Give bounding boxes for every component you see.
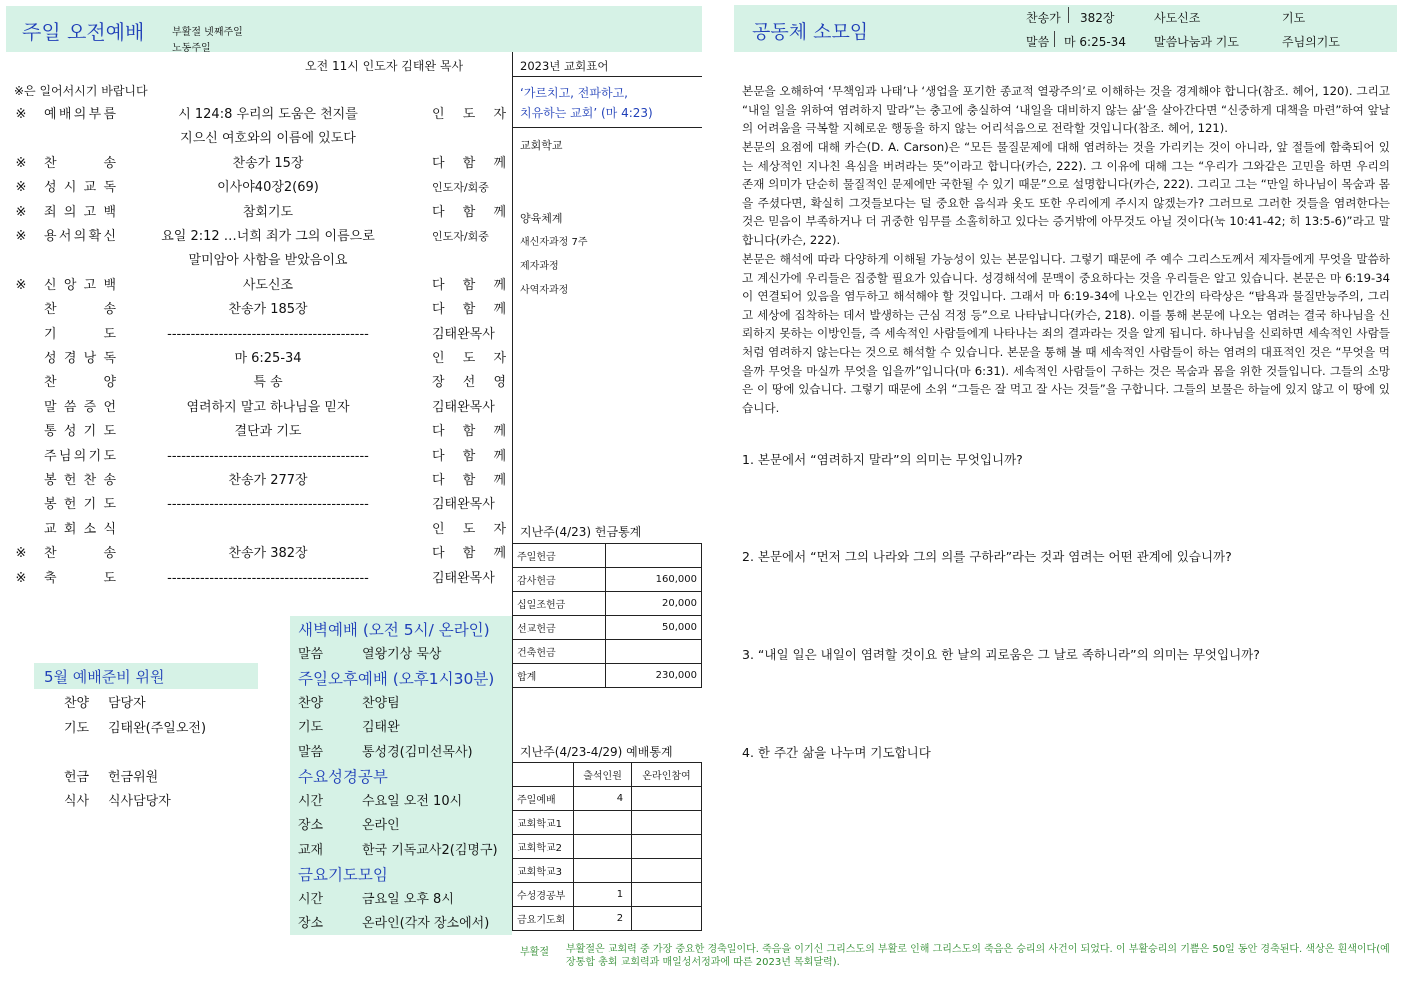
order-content: 말미암아 사함을 받았음이요 [188, 253, 348, 269]
meeting-value: 통성경(김미선목사) [362, 744, 473, 760]
offering-amount [606, 544, 702, 568]
attendance-name: 금요기도회 [513, 907, 574, 931]
committee-row [64, 717, 206, 741]
order-leader: 다 함 께 [432, 204, 506, 220]
meeting-row [298, 839, 498, 863]
nurture-label: 양육체계 [520, 212, 563, 225]
attendance-row [513, 811, 702, 835]
committee-person: 식사담당자 [108, 794, 171, 809]
attendance-title: 지난주(4/23-4/29) 예배통계 [520, 745, 673, 759]
offering-row [513, 568, 702, 592]
body-paragraph-3: 본문은 해석에 따라 다양하게 이해될 가능성이 있는 본문입니다. 그렇기 때문에 주 예수 그리스도께서 제자들에게 무엇을 말씀하고 계신가에 우리들은 집중할 필요가 있습니다. 성경해석에 문맥이 중요하다는 것을 우리들은 알고 있습니다. 본문은 마 6:19-34이 연결되어 있음을 염두하고 해석해야 할 것입니다. 그래서 마 6:19-34에 나오는 인간의 타락상은 “탐욕과 물질만능주의, 그리고 세상에 집착하는 데서 발생하는 근심 걱정 등”으로 나타납니다(카슨, 218). 이를 통해 본문에 나오는 염려는 결국 하나님을 신뢰하지 못하는 이방인들, 즉 세속적인 사람들에게 나타나는 죄의 결과라는 것을 알게 됩니다. 하나님을 신뢰하면 세속적인 사람들처럼 염려하지 않는다는 것으로 해석할 수 있습니다. 본문을 통해 볼 때 세속적인 사람들이 하는 염려의 대표적인 것은 “무엇을 먹을까 무엇을 마실까 무엇을 입을까”입니다(마 6:31). 세속적인 사람들이 구하는 것은 목숨과 몸을 위한 것들입니다. 그들의 소망은 이 땅에 있습니다. 그렇기 때문에 소위 “그들은 잘 먹고 잘 사는 것들”을 구합니다. 그들의 보물은 하늘에 있지 않고 이 땅에 있습니다. [742, 252, 1390, 415]
standing-mark: ※ [15, 204, 27, 220]
order-leader: 김태완목사 [432, 326, 495, 342]
committee-role: 헌금 [64, 769, 90, 785]
header-subtitle-2: 노동주일 [172, 43, 211, 54]
order-row [0, 396, 510, 420]
offering-row [513, 640, 702, 664]
order-leader: 김태완목사 [432, 497, 495, 513]
meeting-key: 말씀 [298, 646, 324, 662]
order-row [0, 274, 510, 298]
order-content: 찬송가 382장 [228, 546, 308, 562]
order-item: 축 도 [44, 570, 116, 586]
word-label: 말씀 [1026, 35, 1050, 49]
order-leader: 다 함 께 [432, 424, 506, 440]
sharing: 말씀나눔과 기도 [1154, 35, 1239, 49]
attendance-header: 출석인원 [574, 763, 632, 787]
attendance-header [513, 763, 574, 787]
meeting-key: 장소 [298, 916, 324, 931]
order-content: 사도신조 [242, 277, 294, 293]
page-title: 주일 오전예배 [22, 20, 145, 44]
order-of-service [0, 103, 510, 593]
committee-title: 5월 예배준비 위원 [44, 668, 165, 686]
order-item: 예 배 의 부 름 [44, 107, 116, 122]
motto-line-1: ‘가르치고, 전파하고, [520, 86, 628, 100]
offering-amount: 20,000 [606, 592, 702, 616]
question-2: 2. 본문에서 “먼저 그의 나라와 그의 의를 구하라”라는 것과 염려는 어떤 관계에 있습니까? [742, 549, 1232, 564]
meetings-box [290, 616, 512, 935]
divider [512, 76, 702, 77]
course-1: 새신자과정 7주 [520, 237, 588, 248]
order-row [0, 493, 510, 517]
offering-name: 건축헌금 [513, 640, 606, 664]
order-item: 찬 송 [44, 302, 116, 318]
meeting-row [298, 692, 400, 716]
order-leader: 다 함 께 [432, 448, 506, 464]
order-leader: 인 도 자 [432, 521, 506, 537]
order-content: 찬송가 15장 [232, 155, 304, 171]
offering-title: 지난주(4/23) 헌금통계 [520, 525, 642, 539]
standing-note: ※은 일어서시기 바랍니다 [14, 84, 148, 98]
attendance-row [513, 907, 702, 931]
order-row [0, 323, 510, 347]
order-content: 이사야40장2(69) [217, 180, 319, 196]
creed: 사도신조 [1154, 11, 1201, 25]
attendance-online [632, 883, 702, 907]
attendance-name: 교회학교2 [513, 835, 574, 859]
offering-amount [606, 640, 702, 664]
attendance-row [513, 859, 702, 883]
attendance-present [574, 859, 632, 883]
offering-name: 주일헌금 [513, 544, 606, 568]
question-4: 4. 한 주간 삶을 나누며 기도합니다 [742, 745, 931, 760]
committee-row [64, 766, 158, 790]
meeting-value: 온라인 [362, 818, 400, 833]
service-info: 오전 11시 인도자 김태완 목사 [305, 59, 464, 73]
attendance-present: 2 [574, 907, 632, 931]
order-item: 주 님 의 기 도 [44, 448, 116, 464]
meeting-value: 한국 기독교사2(김명구) [362, 842, 498, 858]
meeting-value: 김태완 [362, 720, 400, 735]
offering-name: 선교헌금 [513, 616, 606, 640]
word-value: 마 6:25-34 [1064, 35, 1126, 49]
meeting-key: 장소 [298, 818, 324, 833]
right-header [734, 5, 1397, 52]
order-row [0, 152, 510, 176]
order-content: 찬송가 185장 [228, 302, 308, 318]
meeting-row [298, 643, 441, 667]
attendance-online [632, 811, 702, 835]
order-leader: 장 선 영 [432, 375, 506, 391]
offering-table [512, 543, 702, 688]
meeting-row [298, 790, 462, 814]
meeting-title: 주일오후예배 (오후1시30분) [298, 670, 495, 688]
order-row [0, 347, 510, 371]
attendance-present [574, 835, 632, 859]
order-item: 봉 헌 기 도 [44, 497, 116, 513]
order-content: ------------------------------------------- [167, 448, 369, 464]
order-content: 마 6:25-34 [234, 351, 302, 366]
attendance-name: 주일예배 [513, 787, 574, 811]
order-content: ------------------------------------------- [167, 570, 369, 586]
meeting-key: 시간 [298, 891, 324, 907]
group-title: 공동체 소모임 [752, 21, 869, 43]
order-row [0, 225, 510, 249]
order-leader: 인도자/회중 [432, 181, 489, 195]
standing-mark: ※ [15, 107, 27, 122]
meeting-row [298, 741, 473, 765]
order-content: 특 송 [253, 375, 283, 391]
committee-person: 김태완(주일오전) [108, 720, 207, 736]
meeting-row [298, 814, 400, 838]
order-leader: 김태완목사 [432, 570, 495, 586]
meeting-title: 수요성경공부 [298, 768, 388, 786]
order-item: 신 앙 고 백 [44, 277, 116, 293]
committee-row [64, 692, 146, 716]
order-row [0, 127, 510, 151]
order-row [0, 249, 510, 273]
hymn-label: 찬송가 [1026, 11, 1061, 25]
attendance-online [632, 907, 702, 931]
offering-row [513, 616, 702, 640]
order-item: 말 씀 증 언 [44, 399, 116, 415]
attendance-present: 1 [574, 883, 632, 907]
meeting-value: 찬양팀 [362, 695, 400, 711]
left-header [6, 6, 702, 52]
order-row [0, 542, 510, 566]
meeting-row [298, 716, 400, 740]
offering-amount: 230,000 [606, 664, 702, 688]
attendance-table [512, 762, 702, 931]
meeting-value: 수요일 오전 10시 [362, 793, 463, 809]
committee-person: 헌금위원 [108, 769, 159, 785]
meeting-value: 열왕기상 묵상 [362, 646, 442, 662]
meeting-row [298, 888, 454, 912]
order-row [0, 176, 510, 200]
committee-person: 담당자 [108, 696, 146, 711]
attendance-online [632, 859, 702, 883]
attendance-present: 4 [574, 787, 632, 811]
order-row [0, 420, 510, 444]
footnote-text: 부활절은 교회력 중 가장 중요한 경축일이다. 죽음을 이기신 그리스도의 부활로 인해 그리스도의 죽음은 승리의 사건이 되었다. 이 부활승리의 기쁨은 50일 동안 경축된다. 색상은 흰색이다(예장통합 총회 교회력과 매일성서정과에 따른 2023년 목회달력). [566, 944, 1390, 968]
order-item: 찬 송 [44, 155, 116, 171]
attendance-present [574, 811, 632, 835]
order-item: 성 경 낭 독 [44, 351, 116, 366]
meeting-row [298, 912, 489, 936]
order-item: 찬 양 [44, 375, 116, 391]
order-item: 용 서 의 확 신 [44, 229, 116, 244]
standing-mark: ※ [15, 180, 27, 196]
order-leader: 인 도 자 [432, 107, 506, 122]
committee-row [64, 741, 108, 765]
committee-role: 찬양 [64, 696, 90, 711]
meeting-key: 시간 [298, 793, 324, 809]
offering-name: 십일조헌금 [513, 592, 606, 616]
attendance-name: 교회학교3 [513, 859, 574, 883]
standing-mark: ※ [15, 570, 27, 586]
order-content: 찬송가 277장 [228, 473, 308, 488]
offering-name: 합계 [513, 664, 606, 688]
order-item: 교 회 소 식 [44, 521, 116, 537]
body-paragraph-2: 본문의 요점에 대해 카슨(D. A. Carson)은 “모든 물질문제에 대해 염려하는 것을 가리키는 것이 아니라, 앞 절들에 함축되어 있는 세상적인 지나친 욕심을 버려라는 뜻”이라고 합니다(카슨, 222). 그 이유에 대해 그는 “우리가 그와같은 고민을 하면 우리의 존재 의미가 단순히 물질적인 문제에만 국한될 수 있기 때문”으로 설명합니다(카슨, 222). 그리고 그는 “만일 하나님이 목숨과 몸을 주셨다면, 확실히 그것들보다는 덜 중요한 음식과 옷도 또한 우리에게 주시지 않겠는가? 그러므로 그러한 것들을 염려한다는 것은 믿음이 부족하거나 더 귀중한 임무를 소홀히하고 있다는 증거밖에 아무것도 아닐 것이다(눅 10:41-42; 히 13:5-6)”라고 말합니다(카슨, 222). [742, 140, 1390, 247]
meeting-value: 온라인(각자 장소에서) [362, 916, 490, 931]
offering-row [513, 592, 702, 616]
offering-name: 감사헌금 [513, 568, 606, 592]
standing-mark: ※ [15, 546, 27, 562]
committee-header [34, 663, 258, 689]
divider [512, 127, 702, 128]
order-item: 통 성 기 도 [44, 424, 116, 440]
attendance-name: 수성경공부 [513, 883, 574, 907]
order-leader: 인도자/회중 [432, 230, 489, 243]
meeting-title: 새벽예배 (오전 5시/ 온라인) [298, 621, 490, 639]
order-item: 기 도 [44, 326, 116, 342]
order-row [0, 201, 510, 225]
offering-amount: 50,000 [606, 616, 702, 640]
order-leader: 인 도 자 [432, 351, 506, 366]
committee-row [64, 790, 171, 814]
order-row [0, 445, 510, 469]
attendance-online [632, 835, 702, 859]
order-content: 염려하지 말고 하나님을 믿자 [186, 399, 350, 415]
order-row [0, 298, 510, 322]
order-row [0, 103, 510, 127]
motto-title: 2023년 교회표어 [520, 59, 609, 73]
committee-role: 식사 [64, 794, 90, 809]
prayer: 기도 [1282, 11, 1306, 25]
attendance-row [513, 787, 702, 811]
motto-line-2: 치유하는 교회’ (마 4:23) [520, 106, 653, 120]
header-subtitle: 부활절 넷째주일 [172, 27, 243, 38]
order-row [0, 469, 510, 493]
meeting-value: 금요일 오후 8시 [362, 891, 454, 907]
attendance-online [632, 787, 702, 811]
school-label: 교회학교 [520, 139, 563, 152]
divider [1068, 7, 1069, 23]
question-1: 1. 본문에서 “염려하지 말라”의 의미는 무엇입니까? [742, 452, 1023, 467]
order-item: 성 시 교 독 [44, 180, 116, 196]
standing-mark: ※ [15, 155, 27, 171]
lords-prayer: 주님의기도 [1282, 35, 1340, 49]
order-leader: 다 함 께 [432, 155, 506, 171]
order-content: ------------------------------------------- [167, 497, 369, 513]
order-item: 봉 헌 찬 송 [44, 473, 116, 488]
order-leader: 김태완목사 [432, 399, 495, 415]
order-row [0, 371, 510, 395]
meeting-key: 교재 [298, 842, 324, 858]
hymn-value: 382장 [1080, 11, 1115, 25]
order-content: 결단과 기도 [234, 424, 302, 440]
order-row [0, 567, 510, 591]
committee-role: 기도 [64, 720, 90, 736]
standing-mark: ※ [15, 229, 27, 244]
meeting-key: 말씀 [298, 744, 324, 760]
meeting-key: 찬양 [298, 695, 324, 711]
attendance-row [513, 883, 702, 907]
offering-amount: 160,000 [606, 568, 702, 592]
divider [1054, 31, 1055, 47]
order-item: 찬 송 [44, 546, 116, 562]
standing-mark: ※ [15, 277, 27, 293]
offering-row [513, 664, 702, 688]
order-content: 시 124:8 우리의 도움은 천지를 [178, 107, 358, 122]
order-content: 참회기도 [242, 204, 294, 220]
attendance-header: 온라인참여 [632, 763, 702, 787]
attendance-name: 교회학교1 [513, 811, 574, 835]
order-leader: 다 함 께 [432, 473, 506, 488]
order-content: 요일 2:12 …너희 죄가 그의 이름으로 [161, 229, 375, 244]
attendance-row [513, 835, 702, 859]
course-2: 제자과정 [520, 261, 559, 272]
order-item: 죄 의 고 백 [44, 204, 116, 220]
question-3: 3. “내일 일은 내일이 염려할 것이요 한 날의 괴로움은 그 날로 족하니라”의 의미는 무엇입니까? [742, 647, 1260, 662]
order-content: ------------------------------------------- [167, 326, 369, 342]
meeting-key: 기도 [298, 720, 324, 735]
order-row [0, 518, 510, 542]
offering-row [513, 544, 702, 568]
order-content: 지으신 여호와의 이름에 있도다 [180, 131, 356, 147]
attendance-header-row [513, 763, 702, 787]
course-3: 사역자과정 [520, 285, 569, 296]
meeting-title: 금요기도모임 [298, 866, 388, 884]
footnote-label: 부활절 [520, 947, 549, 958]
order-leader: 다 함 께 [432, 277, 506, 293]
order-leader: 다 함 께 [432, 546, 506, 562]
order-leader: 다 함 께 [432, 302, 506, 318]
body-paragraph-1: 본문을 오해하여 ‘무책임과 나태’나 ‘생업을 포기한 종교적 열광주의’로 이해하는 것을 경계해야 합니다(참조. 헤어, 120). 그리고 “내일 일을 위하여 염려하지 말라”는 충고에 충실하여 ‘내일을 대비하지 않는 삶’을 살아간다면 “신중하게 대책을 마련”하여 앞날의 어려움을 극복할 지혜로운 행동을 하지 않는 어리석음으로 전락할 것입니다(참조. 헤어, 121). [742, 84, 1390, 136]
